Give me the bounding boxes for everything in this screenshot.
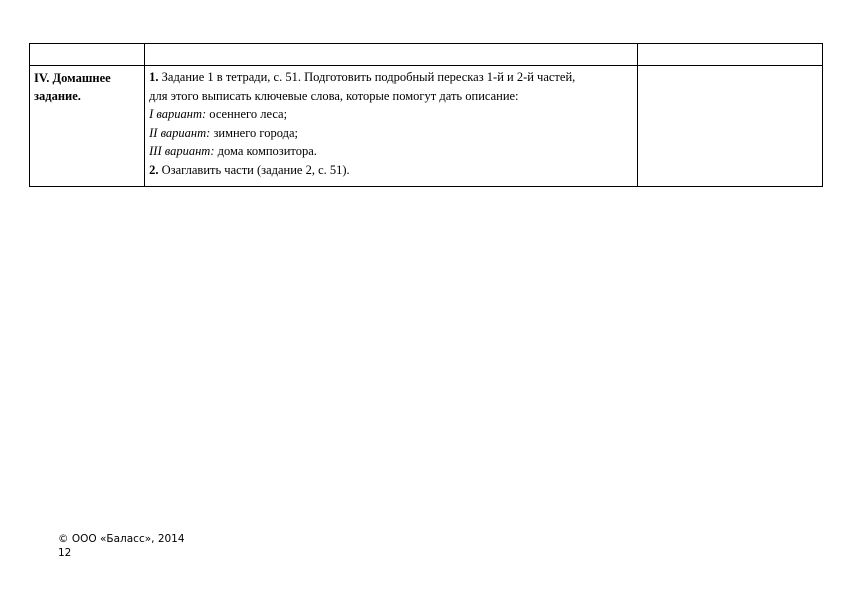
table-cell — [637, 44, 822, 66]
variant-1-text: осеннего леса; — [206, 107, 288, 121]
copyright-text: © ООО «Баласс», 2014 — [58, 533, 185, 545]
variant-3-text: дома композитора. — [214, 144, 317, 158]
section-title-cell — [30, 66, 145, 187]
table-row — [30, 44, 823, 66]
notes-cell — [637, 66, 822, 187]
variant-3 — [149, 142, 633, 161]
table-cell — [30, 44, 145, 66]
task-2-line — [149, 161, 633, 180]
task-1-number: 1. — [149, 70, 159, 84]
variant-2-text: зимнего города; — [210, 125, 299, 140]
variant-2 — [149, 124, 633, 143]
table-cell — [145, 44, 638, 66]
lesson-plan-table — [29, 43, 823, 187]
variant-1 — [149, 105, 633, 124]
task-1-text-1: Задание 1 в тетради, с. 51. Подготовить подробный пересказ 1-й и 2-й частей, — [158, 70, 576, 84]
table-row — [30, 66, 823, 187]
variant-2-label: II вариант: — [149, 125, 211, 140]
task-1-line-1 — [149, 68, 633, 87]
task-1-line-2: для этого выписать ключевые слова, которые помогут дать описание: — [149, 88, 519, 103]
variant-3-label: III вариант: — [149, 144, 215, 158]
section-numeral: IV. — [34, 71, 50, 85]
task-2-number: 2. — [149, 162, 159, 177]
page-number: 12 — [58, 547, 72, 559]
homework-tasks-cell — [145, 66, 638, 187]
task-2-text: Озаглавить части (задание 2, с. 51). — [158, 162, 350, 177]
section-title: Домашнее задание. — [34, 71, 111, 103]
page-footer — [58, 532, 185, 560]
variant-1-label: I вариант: — [149, 107, 207, 121]
